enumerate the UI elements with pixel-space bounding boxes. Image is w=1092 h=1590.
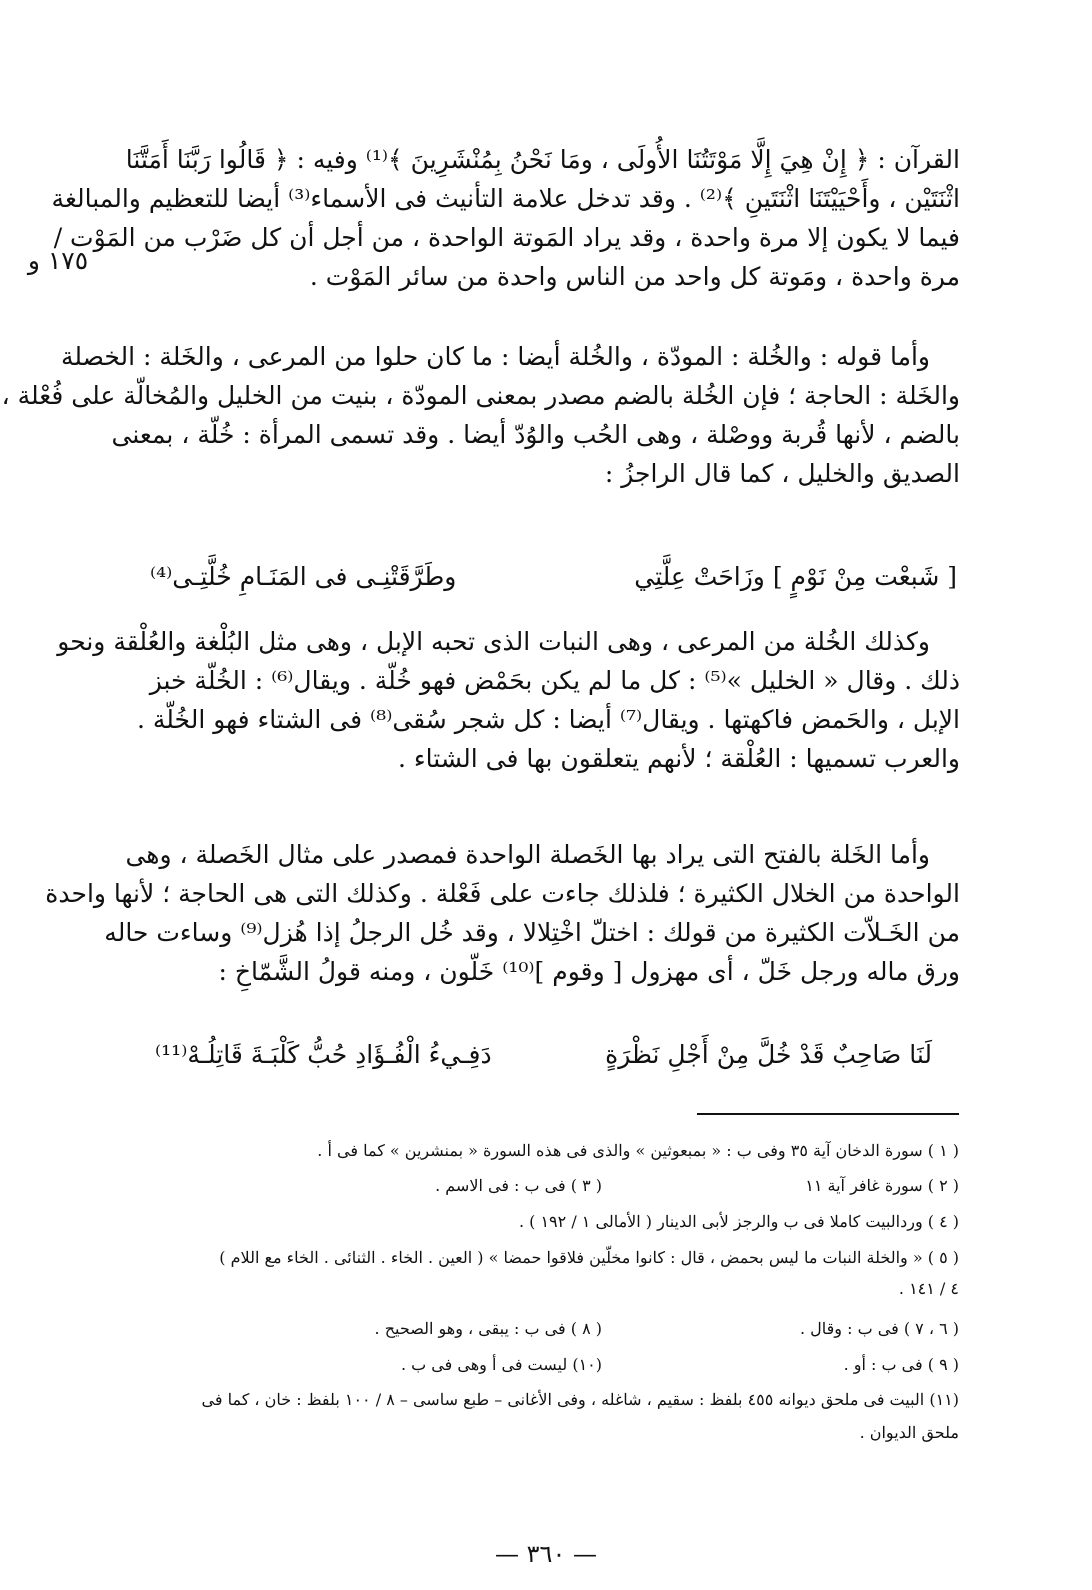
footnote-3: ( ٣ ) فى ب : فى الاسم .	[435, 1176, 602, 1195]
footnote-8: ( ٨ ) فى ب : يبقى ، وهو الصحيح .	[374, 1319, 602, 1338]
paragraph-3	[57, 622, 960, 778]
text-line: الصديق والخليل ، كما قال الراجزُ :	[604, 459, 960, 488]
text-line: القرآن : ﴿ إِنْ هِيَ إِلَّا مَوْتَتُنَا الأُولَى ، ومَا نَحْنُ بِمُنْشَرِينَ ﴾⁽¹⁾ وفيه : ﴿ قَالُوا رَبَّنَا أَمَتَّنَا	[125, 145, 960, 174]
verse-1-left-hemistich: وطَرَّقَتْنِـى فى المَنَـامِ خُلَّتِـى⁽⁴⁾	[150, 562, 457, 591]
verse-1-right-hemistich: [ شَبعْت مِنْ نَوْمٍ ] وزَاحَتْ عِلَّتِي	[634, 562, 957, 591]
text-line: والخَلة : الحاجة ؛ فإن الخُلة بالضم مصدر بمعنى المودّة ، بنيت من الخليل والمُخالّة على فُعْلة ،	[1, 381, 960, 410]
text-line: بالضم ، لأنها قُربة ووصْلة ، وهى الحُب والوُدّ أيضا . وقد تسمى المرأة : خُلّة ، بمعنى	[111, 420, 960, 449]
verse-2-left-hemistich: دَفِـيءُ الْفُـؤَادِ حُبُّ كَلْبَـةَ قَاتِلُـهْ⁽¹¹⁾	[155, 1040, 492, 1069]
text-line: من الخَـلاّت الكثيرة من قولك : اختلّ اخْتِلالا ، وقد خُل الرجلُ إذا هُزل⁽⁹⁾ وساءت حاله	[104, 918, 960, 947]
margin-folio-number: ١٧٥ و	[27, 246, 89, 275]
footnote-1: ( ١ ) سورة الدخان آية ٣٥ وفى ب : « بمبعوثين » والذى فى هذه السورة « بمنشرين » كما فى أ .	[317, 1141, 959, 1160]
footnote-6-7: ( ٦ ، ٧ ) فى ب : وقال .	[799, 1319, 959, 1338]
paragraph-2	[1, 337, 960, 493]
text-line: الإبل ، والحَمض فاكهتها . ويقال⁽⁷⁾ أيضا : كل شجر سُقى⁽⁸⁾ فى الشتاء فهو الخُلّة .	[136, 705, 960, 734]
text-line: والعرب تسميها : العُلْقة ؛ لأنهم يتعلقون بها فى الشتاء .	[398, 744, 960, 773]
footnote-9: ( ٩ ) فى ب : أو .	[843, 1355, 959, 1374]
text-line: الواحدة من الخلال الكثيرة ؛ فلذلك جاءت على فَعْلة . وكذلك التى هى الحاجة ؛ لأنها واحدة	[45, 879, 960, 908]
footnote-11: (١١) البيت فى ملحق ديوانه ٤٥٥ بلفظ : سقيم ، شاغله ، وفى الأغانى – طبع ساسى – ٨ / ١٠٠ بلفظ : خان ، كما فى	[201, 1390, 959, 1409]
text-line: ذلك . وقال « الخليل »⁽⁵⁾ : كل ما لم يكن بحَمْض فهو خُلّة . ويقال⁽⁶⁾ : الخُلّة خبز	[149, 666, 960, 695]
paragraph-4	[45, 835, 960, 991]
footnote-5: ( ٥ ) « والخلة النبات ما ليس بحمض ، قال : كانوا مخلّين فلاقوا حمضا » ( العين . الخاء . الثنائى . الخاء مع اللام )	[219, 1248, 959, 1267]
footnote-10: (١٠) ليست فى أ وهى فى ب .	[400, 1355, 602, 1374]
footnote-4: ( ٤ ) وردالبيت كاملا فى ب والرجز لأبى الدينار ( الأمالى ١ / ١٩٢ ) .	[518, 1212, 959, 1231]
text-line: وكذلك الخُلة من المرعى ، وهى النبات الذى تحبه الإبل ، وهى مثل البُلْغة والعُلْقة ونحو	[57, 627, 930, 656]
footnote-separator	[697, 1113, 959, 1115]
verse-2-right-hemistich: لَنَا صَاحِبٌ قَدْ خُلَّ مِنْ أَجْلِ نَظْرَةٍ	[605, 1040, 932, 1069]
footnote-5-continued: ٤ / ١٤١ .	[898, 1279, 959, 1298]
text-line: فيما لا يكون إلا مرة واحدة ، وقد يراد المَوتة الواحدة ، من أجل أن كل ضَرْب من المَوْت /	[53, 223, 960, 252]
footnote-11-continued: ملحق الديوان .	[859, 1423, 959, 1442]
footnote-2: ( ٢ ) سورة غافر آية ١١	[805, 1176, 959, 1195]
text-line: مرة واحدة ، ومَوتة كل واحد من الناس واحدة من سائر المَوْت .	[309, 262, 960, 291]
text-line: وأما الخَلة بالفتح التى يراد بها الخَصلة الواحدة فمصدر على مثال الخَصلة ، وهى	[125, 840, 930, 869]
page-number: — ٣٦٠ —	[495, 1540, 597, 1568]
text-line: ورق ماله ورجل خَلّ ، أى مهزول [ وقوم ]⁽¹⁰⁾ خَلّون ، ومنه قولُ الشَّمّاخِ :	[218, 957, 960, 986]
text-line: اثْنَتَيْن ، وأَحْيَيْتَنَا اثْنَتَينِ ﴾⁽²⁾ . وقد تدخل علامة التأنيث فى الأسماء⁽³⁾ أيضا للتعظيم والمبالغة	[51, 184, 960, 213]
text-line: وأما قوله : والخُلة : المودّة ، والخُلة أيضا : ما كان حلوا من المرعى ، والخَلة : الخصلة	[60, 342, 930, 371]
